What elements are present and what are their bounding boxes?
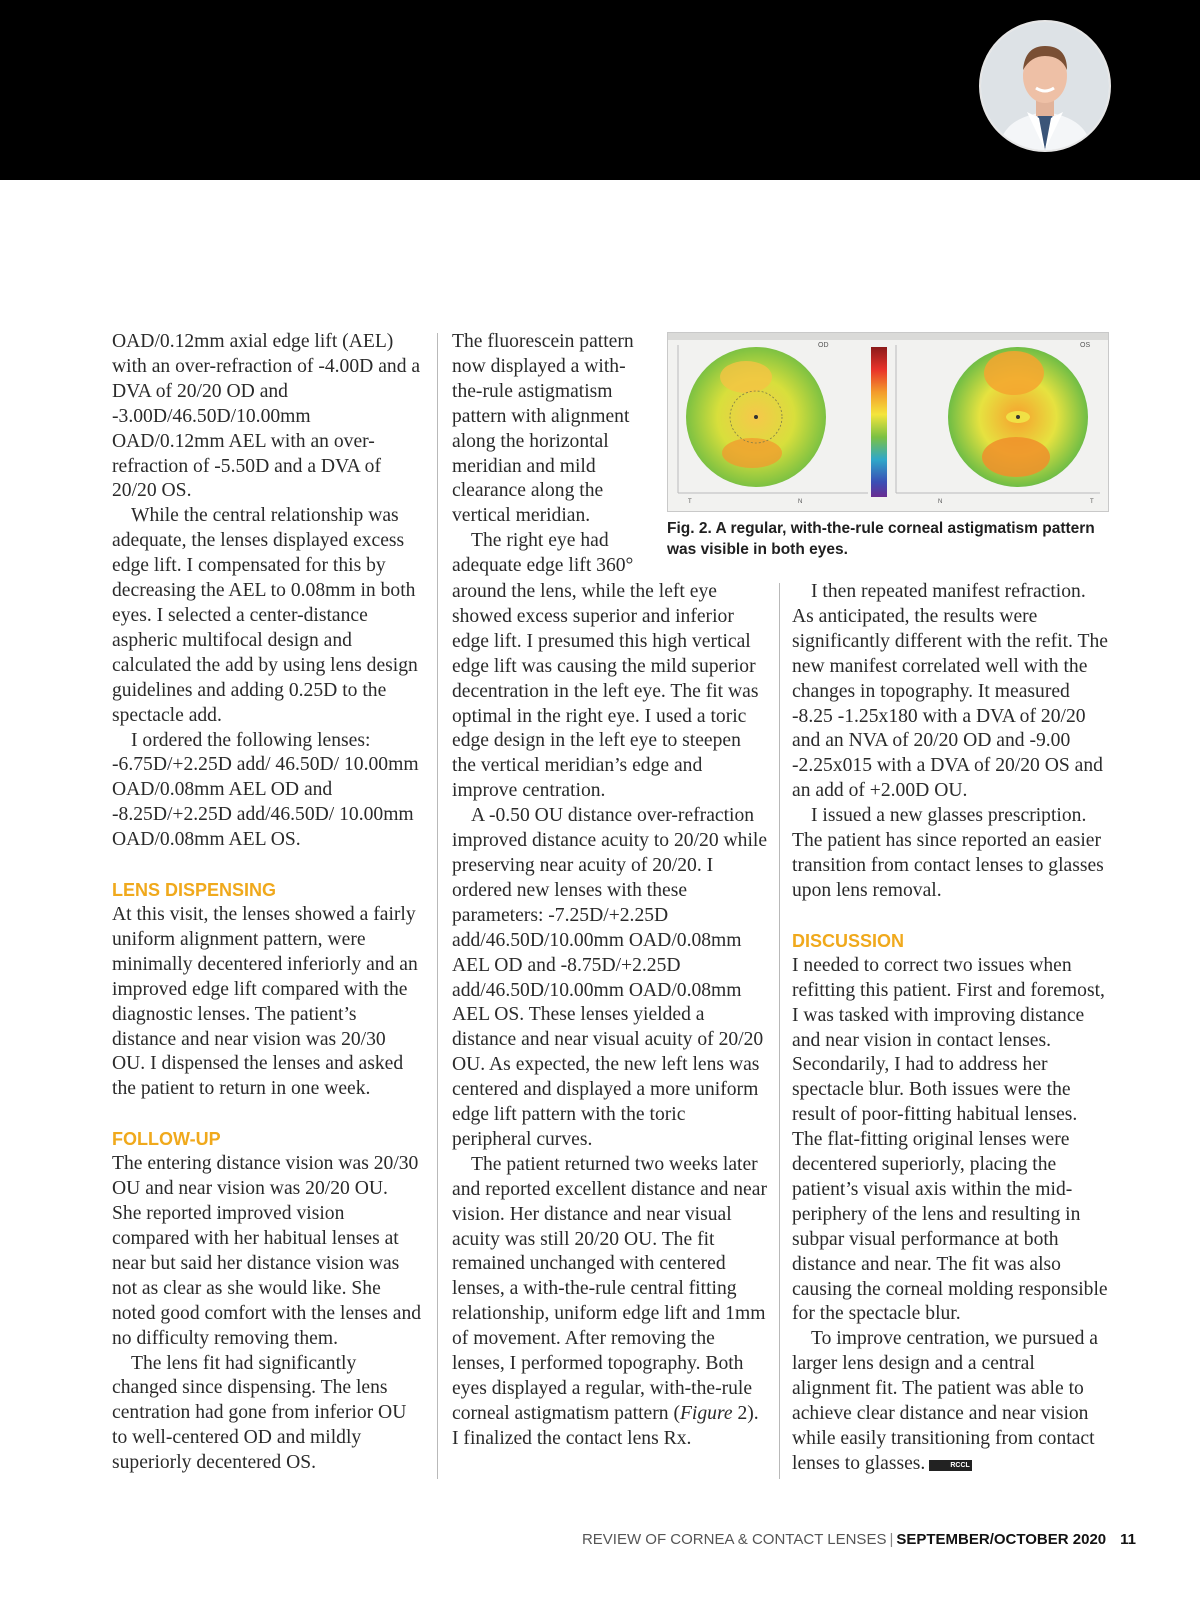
author-photo (979, 20, 1111, 152)
temporal-label: T (688, 499, 692, 505)
paragraph: I then repeated manifest refraction. As anticipated, the results were significantly different with the refit. The new manifest correlated well with the changes in topography. It measured -8.25 -1.25x180 with a DVA of 20/20 and an NVA of 20/20 OD and -9.00 -2.25x015 with a DVA of 20/20 OS and an add of +2.00D OU. (792, 581, 1108, 802)
section-heading-discussion: DISCUSSION (792, 930, 905, 951)
od-label: OD (818, 342, 829, 349)
publication-name: REVIEW OF CORNEA & CONTACT LENSES (581, 1531, 887, 1548)
paragraph: The entering distance vision was 20/30 OU and near vision was 20/20 OU. She reported improved vision compared with her habitual lenses at near but said her distance vision was not as clear as she would like. She noted good comfort with the lenses and no difficulty removing them. (112, 1153, 422, 1349)
paragraph: OAD/0.12mm axial edge lift (AEL) with an over-refraction of -4.00D and a DVA of 20/20 OD and -3.00D/46.50D/10.00mm OAD/0.12mm AEL with an over-refraction of -5.50D and a DVA of 20/20 OS. (112, 331, 421, 502)
issue-date: SEPTEMBER/OCTOBER 2020 (896, 1531, 1107, 1548)
paragraph: I issued a new glasses prescription. The patient has since reported an easier transition from contact lenses to glasses upon lens removal. (792, 805, 1104, 901)
footer-separator: | (889, 1531, 894, 1548)
section-heading-follow-up: FOLLOW-UP (112, 1129, 221, 1150)
column-2 (452, 580, 768, 1452)
paragraph-text: To improve centration, we pursued a larger lens design and a central alignment fit. The patient was able to achieve clear distance and near vision while easily transitioning from contact lenses to glasses. (792, 1328, 1098, 1474)
nasal-label: N (798, 499, 803, 505)
section-heading-lens-dispensing: LENS DISPENSING (112, 880, 277, 901)
paragraph: I ordered the following lenses: -6.75D/+2.25D add/ 46.50D/ 10.00mm OAD/0.08mm AEL OD and -8.25D/+2.25D add/46.50D/ 10.00mm OAD/0.08mm AEL OS. (112, 729, 419, 851)
paragraph-text: 2). I finalized the contact lens Rx. (452, 1402, 759, 1449)
paragraph (792, 1327, 1110, 1476)
temporal-label: T (1090, 499, 1094, 505)
paragraph: At this visit, the lenses showed a fairly uniform alignment pattern, were minimally decentered inferiorly and an improved edge lift compared with the diagnostic lenses. The patient’s distance and near vision was 20/30 OU. I dispensed the lenses and asked the patient to return in one week. (112, 904, 418, 1100)
paragraph (452, 1153, 768, 1452)
figure-reference: Figure (679, 1402, 733, 1424)
column-1 (112, 330, 422, 1476)
nasal-label: N (938, 499, 943, 505)
end-mark-logo: RCCL (929, 1460, 971, 1471)
paragraph: The fluorescein pattern now displayed a with-the-rule astigmatism pattern with alignment along the horizontal meridian and mild clearance along the vertical meridian. (452, 331, 634, 527)
column-divider (779, 583, 780, 1479)
column-3 (792, 580, 1110, 1477)
os-label: OS (1080, 342, 1091, 349)
color-scale-bar (871, 347, 887, 497)
topography-maps (668, 333, 1108, 511)
topography-figure (667, 332, 1109, 512)
column-divider (437, 333, 438, 1479)
paragraph: A -0.50 OU distance over-refraction improved distance acuity to 20/20 while preserving near acuity of 20/20. I ordered new lenses with these parameters: -7.25D/+2.25D add/46.50D/10.00mm OAD/0.08mm AEL OD and -8.75D/+2.25D add/46.50D/10.00mm OAD/0.08mm AEL OS. These lenses yielded a distance and near visual acuity of 20/20 OU. As expected, the new left lens was centered and displayed a more uniform edge lift pattern with the toric peripheral curves. (452, 805, 768, 1150)
paragraph: The right eye had adequate edge lift 360° (452, 530, 634, 577)
paragraph: around the lens, while the left eye showed excess superior and inferior edge lift. I presumed this high vertical edge lift was causing the mild superior decentration in the left eye. The fit was optimal in the right eye. I used a toric edge design in the left eye to steepen the vertical meridian’s edge and improve centration. (452, 581, 759, 802)
paragraph: I needed to correct two issues when refitting this patient. First and foremost, I was tasked with improving distance and near vision in contact lenses. Secondarily, I had to address her spectacle blur. Both issues were the result of poor-fitting habitual lenses. The flat-fitting original lenses were decentered superiorly, placing the patient’s visual axis within the mid-periphery of the lens and resulting in subpar visual performance at both distance and near. The fit was also causing the corneal molding responsible for the spectacle blur. (792, 954, 1108, 1325)
page-footer (582, 1531, 1136, 1548)
page-number: 11 (1120, 1531, 1136, 1548)
paragraph: While the central relationship was adequate, the lenses displayed excess edge lift. I compensated for this by decreasing the AEL to 0.08mm in both eyes. I selected a center-distance aspheric multifocal design and calculated the add by using lens design guidelines and adding 0.25D to the spectacle add. (112, 505, 418, 726)
figure-caption: Fig. 2. A regular, with-the-rule corneal astigmatism pattern was visible in both eyes. (667, 520, 1095, 558)
paragraph: The lens fit had significantly changed since dispensing. The lens centration had gone from inferior OU to well-centered OD and mildly superiorly decentered OS. (112, 1352, 407, 1474)
header-bar (0, 0, 1200, 180)
paragraph-text: The patient returned two weeks later and reported excellent distance and near vision. Her distance and near visual acuity was still 20/20 OU. The fit remained unchanged with centered lenses, a with-the-rule central fitting relationship, uniform edge lift and 1mm of movement. After removing the lenses, I performed topography. Both eyes displayed a regular, with-the-rule corneal astigmatism pattern ( (452, 1153, 767, 1424)
